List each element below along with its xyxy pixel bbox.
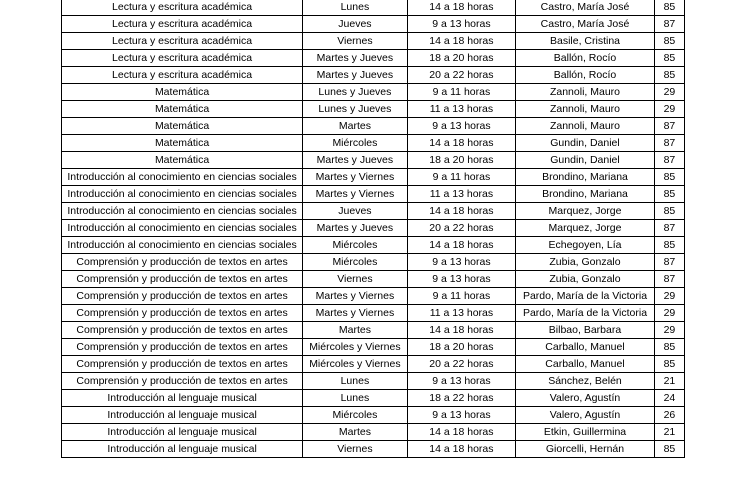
table-row bbox=[62, 322, 685, 339]
table-row bbox=[62, 305, 685, 322]
teacher-cell: Bilbao, Barbara bbox=[516, 322, 655, 339]
schedule-table-body bbox=[62, 0, 685, 458]
schedule-table bbox=[61, 0, 685, 458]
room-cell: 87 bbox=[654, 220, 684, 237]
room-cell: 85 bbox=[654, 67, 684, 84]
room-cell: 85 bbox=[654, 33, 684, 50]
room-cell: 87 bbox=[654, 271, 684, 288]
days-cell: Jueves bbox=[303, 203, 408, 220]
table-row bbox=[62, 118, 685, 135]
room-cell: 29 bbox=[654, 101, 684, 118]
table-row bbox=[62, 203, 685, 220]
table-row bbox=[62, 390, 685, 407]
hours-cell: 14 a 18 horas bbox=[407, 441, 516, 458]
hours-cell: 9 a 13 horas bbox=[407, 16, 516, 33]
teacher-cell: Carballo, Manuel bbox=[516, 356, 655, 373]
days-cell: Martes bbox=[303, 322, 408, 339]
subject-cell: Lectura y escritura académica bbox=[62, 33, 303, 50]
teacher-cell: Pardo, María de la Victoria bbox=[516, 288, 655, 305]
subject-cell: Comprensión y producción de textos en artes bbox=[62, 322, 303, 339]
hours-cell: 11 a 13 horas bbox=[407, 305, 516, 322]
table-row bbox=[62, 135, 685, 152]
table-row bbox=[62, 33, 685, 50]
days-cell: Martes y Jueves bbox=[303, 152, 408, 169]
hours-cell: 18 a 20 horas bbox=[407, 50, 516, 67]
teacher-cell: Marquez, Jorge bbox=[516, 203, 655, 220]
room-cell: 85 bbox=[654, 186, 684, 203]
table-row bbox=[62, 50, 685, 67]
subject-cell: Comprensión y producción de textos en artes bbox=[62, 356, 303, 373]
subject-cell: Introducción al lenguaje musical bbox=[62, 424, 303, 441]
room-cell: 87 bbox=[654, 16, 684, 33]
table-row bbox=[62, 186, 685, 203]
table-row bbox=[62, 16, 685, 33]
table-row bbox=[62, 356, 685, 373]
table-row bbox=[62, 441, 685, 458]
days-cell: Martes bbox=[303, 424, 408, 441]
room-cell: 21 bbox=[654, 424, 684, 441]
subject-cell: Matemática bbox=[62, 118, 303, 135]
days-cell: Miércoles y Viernes bbox=[303, 339, 408, 356]
table-row bbox=[62, 271, 685, 288]
subject-cell: Lectura y escritura académica bbox=[62, 50, 303, 67]
teacher-cell: Pardo, María de la Victoria bbox=[516, 305, 655, 322]
days-cell: Jueves bbox=[303, 16, 408, 33]
hours-cell: 14 a 18 horas bbox=[407, 33, 516, 50]
table-row bbox=[62, 339, 685, 356]
days-cell: Lunes bbox=[303, 0, 408, 16]
hours-cell: 14 a 18 horas bbox=[407, 203, 516, 220]
room-cell: 87 bbox=[654, 254, 684, 271]
teacher-cell: Basile, Cristina bbox=[516, 33, 655, 50]
hours-cell: 14 a 18 horas bbox=[407, 322, 516, 339]
teacher-cell: Ballón, Rocío bbox=[516, 50, 655, 67]
room-cell: 87 bbox=[654, 152, 684, 169]
table-row bbox=[62, 373, 685, 390]
hours-cell: 18 a 20 horas bbox=[407, 152, 516, 169]
hours-cell: 9 a 11 horas bbox=[407, 288, 516, 305]
days-cell: Miércoles bbox=[303, 237, 408, 254]
teacher-cell: Zannoli, Mauro bbox=[516, 84, 655, 101]
days-cell: Lunes bbox=[303, 390, 408, 407]
room-cell: 24 bbox=[654, 390, 684, 407]
hours-cell: 9 a 13 horas bbox=[407, 118, 516, 135]
hours-cell: 9 a 13 horas bbox=[407, 254, 516, 271]
subject-cell: Introducción al conocimiento en ciencias sociales bbox=[62, 220, 303, 237]
room-cell: 29 bbox=[654, 84, 684, 101]
table-row bbox=[62, 288, 685, 305]
teacher-cell: Valero, Agustín bbox=[516, 390, 655, 407]
days-cell: Martes y Jueves bbox=[303, 220, 408, 237]
teacher-cell: Zubia, Gonzalo bbox=[516, 271, 655, 288]
subject-cell: Comprensión y producción de textos en artes bbox=[62, 339, 303, 356]
table-row bbox=[62, 424, 685, 441]
subject-cell: Matemática bbox=[62, 101, 303, 118]
days-cell: Viernes bbox=[303, 33, 408, 50]
days-cell: Viernes bbox=[303, 271, 408, 288]
days-cell: Martes bbox=[303, 118, 408, 135]
teacher-cell: Gundin, Daniel bbox=[516, 152, 655, 169]
teacher-cell: Brondino, Mariana bbox=[516, 186, 655, 203]
subject-cell: Lectura y escritura académica bbox=[62, 16, 303, 33]
teacher-cell: Marquez, Jorge bbox=[516, 220, 655, 237]
hours-cell: 9 a 11 horas bbox=[407, 84, 516, 101]
days-cell: Martes y Viernes bbox=[303, 169, 408, 186]
subject-cell: Comprensión y producción de textos en artes bbox=[62, 288, 303, 305]
hours-cell: 18 a 20 horas bbox=[407, 339, 516, 356]
hours-cell: 9 a 13 horas bbox=[407, 407, 516, 424]
hours-cell: 14 a 18 horas bbox=[407, 135, 516, 152]
subject-cell: Introducción al lenguaje musical bbox=[62, 407, 303, 424]
subject-cell: Introducción al conocimiento en ciencias sociales bbox=[62, 203, 303, 220]
teacher-cell: Valero, Agustín bbox=[516, 407, 655, 424]
room-cell: 85 bbox=[654, 339, 684, 356]
subject-cell: Comprensión y producción de textos en artes bbox=[62, 373, 303, 390]
subject-cell: Comprensión y producción de textos en artes bbox=[62, 254, 303, 271]
days-cell: Lunes y Jueves bbox=[303, 101, 408, 118]
subject-cell: Introducción al lenguaje musical bbox=[62, 441, 303, 458]
subject-cell: Introducción al conocimiento en ciencias sociales bbox=[62, 237, 303, 254]
subject-cell: Introducción al conocimiento en ciencias sociales bbox=[62, 186, 303, 203]
teacher-cell: Gundin, Daniel bbox=[516, 135, 655, 152]
room-cell: 85 bbox=[654, 441, 684, 458]
room-cell: 87 bbox=[654, 135, 684, 152]
hours-cell: 14 a 18 horas bbox=[407, 0, 516, 16]
table-row bbox=[62, 67, 685, 84]
teacher-cell: Zannoli, Mauro bbox=[516, 118, 655, 135]
room-cell: 85 bbox=[654, 50, 684, 67]
table-row bbox=[62, 152, 685, 169]
days-cell: Lunes y Jueves bbox=[303, 84, 408, 101]
days-cell: Viernes bbox=[303, 441, 408, 458]
hours-cell: 20 a 22 horas bbox=[407, 67, 516, 84]
table-row bbox=[62, 407, 685, 424]
days-cell: Martes y Jueves bbox=[303, 50, 408, 67]
room-cell: 21 bbox=[654, 373, 684, 390]
days-cell: Miércoles y Viernes bbox=[303, 356, 408, 373]
subject-cell: Lectura y escritura académica bbox=[62, 67, 303, 84]
days-cell: Martes y Viernes bbox=[303, 288, 408, 305]
subject-cell: Matemática bbox=[62, 84, 303, 101]
room-cell: 85 bbox=[654, 237, 684, 254]
teacher-cell: Etkin, Guillermina bbox=[516, 424, 655, 441]
hours-cell: 9 a 13 horas bbox=[407, 373, 516, 390]
teacher-cell: Sánchez, Belén bbox=[516, 373, 655, 390]
room-cell: 85 bbox=[654, 356, 684, 373]
days-cell: Martes y Viernes bbox=[303, 305, 408, 322]
hours-cell: 18 a 22 horas bbox=[407, 390, 516, 407]
days-cell: Lunes bbox=[303, 373, 408, 390]
subject-cell: Matemática bbox=[62, 152, 303, 169]
subject-cell: Comprensión y producción de textos en artes bbox=[62, 271, 303, 288]
subject-cell: Comprensión y producción de textos en artes bbox=[62, 305, 303, 322]
teacher-cell: Castro, María José bbox=[516, 0, 655, 16]
table-row bbox=[62, 237, 685, 254]
room-cell: 29 bbox=[654, 322, 684, 339]
room-cell: 85 bbox=[654, 169, 684, 186]
days-cell: Martes y Viernes bbox=[303, 186, 408, 203]
days-cell: Martes y Jueves bbox=[303, 67, 408, 84]
teacher-cell: Ballón, Rocío bbox=[516, 67, 655, 84]
teacher-cell: Giorcelli, Hernán bbox=[516, 441, 655, 458]
hours-cell: 9 a 11 horas bbox=[407, 169, 516, 186]
days-cell: Miércoles bbox=[303, 407, 408, 424]
teacher-cell: Brondino, Mariana bbox=[516, 169, 655, 186]
table-row bbox=[62, 254, 685, 271]
subject-cell: Lectura y escritura académica bbox=[62, 0, 303, 16]
hours-cell: 14 a 18 horas bbox=[407, 237, 516, 254]
subject-cell: Matemática bbox=[62, 135, 303, 152]
teacher-cell: Zubia, Gonzalo bbox=[516, 254, 655, 271]
hours-cell: 20 a 22 horas bbox=[407, 220, 516, 237]
hours-cell: 11 a 13 horas bbox=[407, 186, 516, 203]
hours-cell: 11 a 13 horas bbox=[407, 101, 516, 118]
room-cell: 29 bbox=[654, 305, 684, 322]
room-cell: 29 bbox=[654, 288, 684, 305]
teacher-cell: Castro, María José bbox=[516, 16, 655, 33]
days-cell: Miércoles bbox=[303, 135, 408, 152]
table-row bbox=[62, 84, 685, 101]
hours-cell: 9 a 13 horas bbox=[407, 271, 516, 288]
room-cell: 85 bbox=[654, 0, 684, 16]
table-row bbox=[62, 101, 685, 118]
room-cell: 26 bbox=[654, 407, 684, 424]
teacher-cell: Echegoyen, Lía bbox=[516, 237, 655, 254]
room-cell: 85 bbox=[654, 203, 684, 220]
table-row bbox=[62, 220, 685, 237]
hours-cell: 14 a 18 horas bbox=[407, 424, 516, 441]
teacher-cell: Carballo, Manuel bbox=[516, 339, 655, 356]
table-row bbox=[62, 169, 685, 186]
hours-cell: 20 a 22 horas bbox=[407, 356, 516, 373]
teacher-cell: Zannoli, Mauro bbox=[516, 101, 655, 118]
days-cell: Miércoles bbox=[303, 254, 408, 271]
subject-cell: Introducción al conocimiento en ciencias sociales bbox=[62, 169, 303, 186]
subject-cell: Introducción al lenguaje musical bbox=[62, 390, 303, 407]
room-cell: 87 bbox=[654, 118, 684, 135]
table-row bbox=[62, 0, 685, 16]
